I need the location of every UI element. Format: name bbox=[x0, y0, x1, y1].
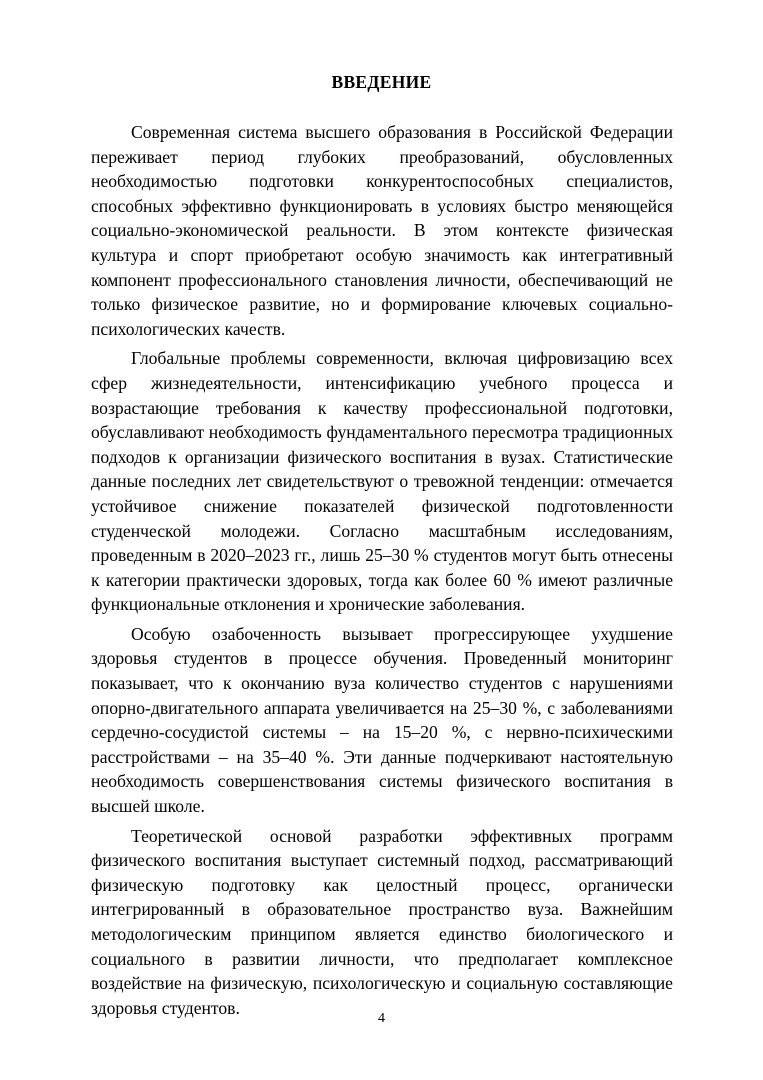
paragraph-1: Современная система высшего образования в Российской Федерации переживает период глубоких преобразований, обусловленных необходимостью подготовки конкурентоспособных специалистов, способных эффективно функционировать в условиях быстро меняющейся социально-экономической реальности. В этом контексте физическая культура и спорт приобретают особую значимость как интегративный компонент профессионального становления личности, обеспечивающий не только физическое развитие, но и формирование ключевых социально-психологических качеств. bbox=[91, 122, 673, 339]
paragraph-2: Глобальные проблемы современности, включая цифровизацию всех сфер жизнедеятельности, интенсификацию учебного процесса и возрастающие требования к качеству профессиональной подготовки, обуславливают необходимость фундаментального пересмотра традиционных подходов к организации физического воспитания в вузах. Статистические данные последних лет свидетельствуют о тревожной тенденции: отмечается устойчивое снижение показателей физической подготовленности студенческой молодежи. Согласно масштабным исследованиям, проведенным в 2020–2023 гг., лишь 25–30 % студентов могут быть отнесены к категории практически здоровых, тогда как более 60 % имеют различные функциональные отклонения и хронические заболевания. bbox=[91, 348, 673, 615]
section-heading: ВВЕДЕНИЕ bbox=[331, 72, 432, 92]
paragraph-3: Особую озабоченность вызывает прогрессирующее ухудшение здоровья студентов в процессе обучения. Проведенный мониторинг показывает, что к окончанию вуза количество студентов с нарушениями опорно-двигательного аппарата увеличивается на 25–30 %, с заболеваниями сердечно-сосудистой системы – на 15–20 %, с нервно-психическими расстройствами – на 35–40 %. Эти данные подчеркивают настоятельную необходимость совершенствования системы физического воспитания в высшей школе. bbox=[91, 623, 673, 817]
body-text bbox=[91, 120, 673, 1025]
paragraph-4: Теоретической основой разработки эффективных программ физического воспитания выступает системный подход, рассматривающий физическую подготовку как целостный процесс, органически интегрированный в образовательное пространство вуза. Важнейшим методологическим принципом является единство биологического и социального в развитии личности, что предполагает комплексное воздействие на физическую, психологическую и социальную составляющие здоровья студентов. bbox=[91, 825, 673, 1018]
page-number: 4 bbox=[378, 1011, 385, 1026]
